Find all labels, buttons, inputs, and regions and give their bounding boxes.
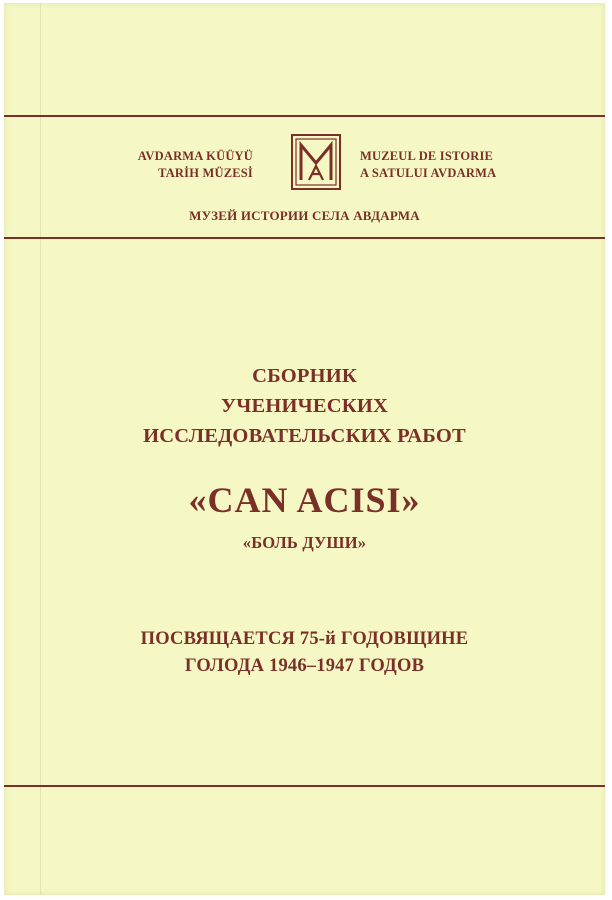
- title-line-2: УЧЕНИЧЕСКИХ: [221, 395, 388, 417]
- museum-name-gagauz: [138, 148, 253, 182]
- main-title: «CAN ACISI»: [188, 480, 421, 520]
- title-line-1: СБОРНИК: [252, 365, 357, 387]
- collection-title: [4, 361, 605, 451]
- museum-monogram-icon: [291, 134, 341, 190]
- museum-name-gagauz-line1: AVDARMA KÜÜYÜ: [137, 149, 253, 163]
- bottom-rule: [4, 785, 605, 787]
- museum-name-gagauz-line2: TARİH MÜZESİ: [158, 166, 253, 180]
- header-bottom-rule: [4, 237, 605, 239]
- top-rule: [4, 115, 605, 117]
- museum-name-romanian: [360, 148, 496, 182]
- dedication: [4, 626, 605, 680]
- dedication-line-2: ГОЛОДА 1946–1947 ГОДОВ: [184, 656, 425, 676]
- museum-name-romanian-line2: A SATULUI AVDARMA: [360, 166, 497, 180]
- museum-name-russian: МУЗЕЙ ИСТОРИИ СЕЛА АВДАРМА: [189, 208, 420, 223]
- subtitle: «БОЛЬ ДУШИ»: [242, 533, 367, 552]
- museum-name-romanian-line1: MUZEUL DE ISTORIE: [360, 149, 494, 163]
- dedication-line-1: ПОСВЯЩАЕТСЯ 75-й ГОДОВЩИНЕ: [140, 629, 469, 649]
- title-line-3: ИССЛЕДОВАТЕЛЬСКИХ РАБОТ: [143, 425, 466, 447]
- book-cover: [4, 3, 605, 895]
